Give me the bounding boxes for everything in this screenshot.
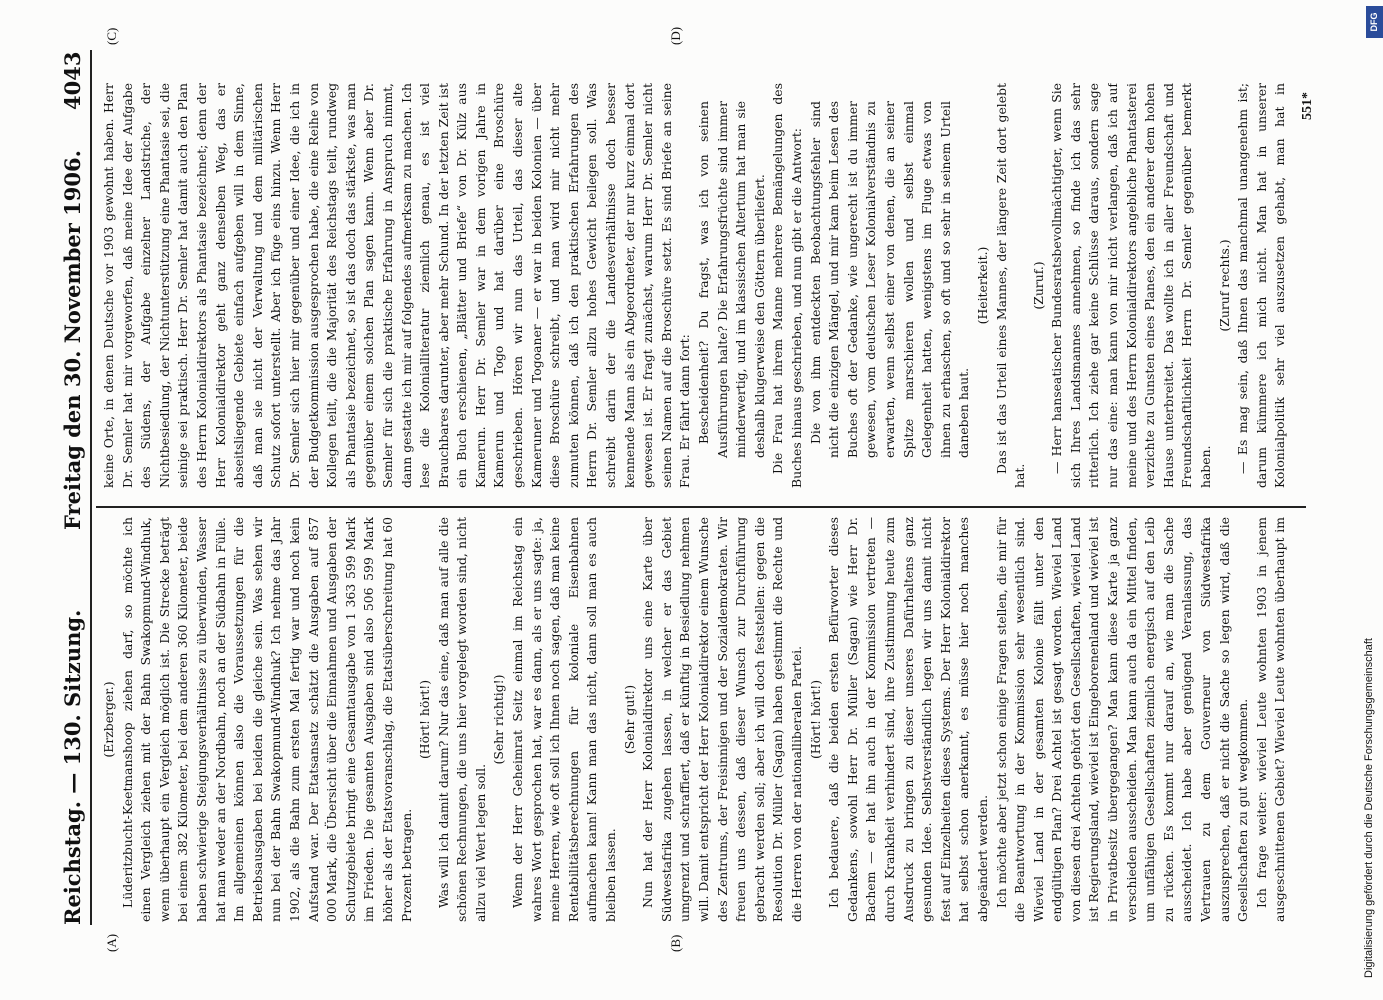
margin-letter-a: (A) xyxy=(104,933,119,952)
digitization-note: Digitalisierung gefördert durch die Deutsche Forschungsgemeinschaft xyxy=(1363,638,1375,978)
margin-letter-d: (D) xyxy=(668,26,683,45)
right-text-column xyxy=(100,83,1290,488)
dfg-logo-text: DFG xyxy=(1369,12,1379,32)
header-left: Reichstag. — 130. Sitzung. xyxy=(60,609,85,925)
column-rule xyxy=(96,506,1306,508)
paragraph: Lüderitzbucht-Keetmanshoop ziehen darf, so möchte ich einen Vergleich ziehen mit der Bahn Swakopmund-Windhuk, wenn überhaupt ein Vergleich möglich ist. Die Strecke beträgt bei einem 382 Kilometer, bei dem anderen 360 Kilometer, beide haben schwierige Steigungsverhältnisse zu überwinden, Wasser hat man weder an der Nordbahn, noch an der Südbahn in Fülle. Im allgemeinen können also die Voraussetzungen für die Betriebsausgaben bei beiden die gleiche sein. Was sehen wir nun bei der Bahn Swakopmund-Windhuk? Ich nehme das Jahr 1902, als die Bahn zum ersten Mal fertig war und noch kein Aufstand war. Der Etatsansatz schätzt die Ausgaben auf 857 000 Mark, die Übersicht über die Einnahmen und Ausgaben der Schutzgebiete bringt eine Gesamtausgabe von 1 363 599 Mark im Frieden. Die gesamten Ausgaben sind also 506 599 Mark höher als der Etatsvoranschlag, die Etatsüberschreitung hat 60 Prozent betragen. xyxy=(119,517,414,922)
header-date: Freitag den 30. November 1906. xyxy=(60,150,85,530)
paragraph: — Herr hanseatischer Bundesratsbevollmächtigter, wenn Sie sich Ihres Landsmannes annehmen, so finde ich das sehr ritterlich. Ich ziehe gar keine Schlüsse daraus, sondern sage nur das eine: man kann von mir nicht verlangen, daß ich auf meine und des Herrn Kolonialdirektors angebliche Phantasterei verzichte zu Gunsten eines Planes, den ein anderer dem hohen Hause unterbreitet. Das wollte ich in aller Freundschaft und Freundschaftlichkeit Herrn Dr. Semler gegenüber bemerkt haben. xyxy=(1049,83,1214,488)
margin-letter-b: (B) xyxy=(668,934,683,952)
digitization-side-strip xyxy=(1356,0,1383,1000)
paragraph: Die von ihm entdeckten Beobachtungsfehler sind nicht die einzigen Mängel, und mir kam beim Lesen des Buches oft der Gedanke, wie ungerecht ist du immer gewesen, vom deutschen Leser Kolonialverständnis zu erwarten, wenn selbst einer von denen, die an seiner Spitze marschieren wollen und selbst einmal Gelegenheit hatten, wenigstens im Fluge etwas von ihnen zu erhaschen, so oft und so sehr in seinem Urteil daneben haut. xyxy=(807,101,972,458)
interjection: (Zuruf rechts.) xyxy=(1216,239,1232,332)
paragraph: keine Orte, in denen Deutsche vor 1903 gewohnt haben. Herr Dr. Semler hat mir vorgeworfen, daß meine Idee der Aufgabe des Südens, der Aufgabe einzelner Landstriche, der Nichtbesiedlung, der Nichtunterstützung eine Phantasie sei, die seinige sei praktisch. Herr Dr. Semler hat damit auch den Plan des Herrn Kolonialdirektors als Phantasie bezeichnet; denn der Herr Kolonialdirektor geht ganz denselben Weg, das er abseitsliegende Gebiete einfach aufgeben will in dem Sinne, daß man sie nicht der Verwaltung und dem militärischen Schutz sofort unterstellt. Aber ich füge eins hinzu. Wenn Herr Dr. Semler sich hier mir gegenüber und einer Idee, die ich in der Budgetkommission ausgesprochen habe, die eine Reihe von Kollegen teilt, die die Majorität des Reichstags teilt, rundweg als Phantasie bezeichnet, so ist das doch das stärkste, was man gegenüber einem solchen Plan sagen kann. Wenn aber Dr. Semler für sich die praktische Erfahrung in Anspruch nimmt, dann gestatte ich mir auf folgendes aufmerksam zu machen. Ich lese die Kolonialliteratur ziemlich genau, es ist viel Brauchbares darunter, aber mehr Schund. In der letzten Zeit ist ein Buch erschienen, „Blätter und Briefe“ von Dr. Külz aus Kamerun. Herr Dr. Semler war in dem vorigen Jahre in Kamerun und Togo und hat darüber eine Broschüre geschrieben. Hören wir nun das Urteil, das dieser alte Kameruner und Togoaner — er war in beiden Kolonien — über diese Broschüre schreibt, und man wird mir nicht mehr zumuten können, daß ich den praktischen Erfahrungen des Herrn Dr. Semler allzu hohes Gewicht beilegen soll. Was schreibt darin der die Landesverhältnisse doch besser kennende Mann als ein Abgeordneter, der nur kurz einmal dort gewesen ist. Er fragt zunächst, warum Herr Dr. Semler nicht seinen Namen auf die Broschüre setzt. Es sind Briefe an seine Frau. Er fährt dann fort: xyxy=(101,83,693,488)
page-number: 4043 xyxy=(60,51,85,110)
margin-letter-c: (C) xyxy=(104,27,119,45)
header-rule xyxy=(90,50,92,925)
paragraph: Nun hat der Herr Kolonialdirektor uns eine Karte über Südwestafrika zugehen lassen, in welcher er das Gebiet umgrenzt und schraffiert, daß er künftig in Besiedlung nehmen will. Damit entspricht der Herr Kolonialdirektor einem Wunsche des Zentrums, der Freisinnigen und der Sozialdemokraten. Wir freuen uns dessen, daß dieser Wunsch zur Durchführung gebracht werden soll; aber ich will doch feststellen: gegen die Resolution Dr. Müller (Sagan) haben gestimmt die Rechte und die Herren von der nationalliberalen Partei. xyxy=(640,517,804,922)
interjection: (Heiterkeit.) xyxy=(974,246,990,325)
dfg-logo xyxy=(1366,6,1383,38)
left-text-column xyxy=(100,517,1290,922)
paragraph: Das ist das Urteil eines Mannes, der längere Zeit dort gelebt hat. xyxy=(993,83,1028,488)
paragraph: Ich möchte aber jetzt schon einige Fragen stellen, die mir für die Beantwortung in der Kommission sehr wesentlich sind. Wieviel Land in der gesamten Kolonie fällt unter den endgültigen Plan? Drei Achtel ist gesagt worden. Wieviel Land von diesen drei Achteln gehört den Gesellschaften, wieviel Land ist Regierungsland, wieviel ist Eingeborenenland und wieviel ist in Privatbesitz übergegangen? Man kann diese Karte ja ganz verschieden ausscheiden. Man kann auch da ein Mittel finden, um unfähigen Gesellschaften ziemlich energisch auf den Leib zu rücken. Es kommt nur darauf an, wie man die Sache ausscheidet. Ich habe aber genügend Veranlassung, das Vertrauen zu dem Gouverneur von Südwestafrika auszusprechen, daß er nicht die Sache so legen wird, daß die Gesellschaften zu gut wegkommen. xyxy=(993,517,1251,922)
interjection: (Sehr gut!) xyxy=(621,684,637,755)
sheet-mark: 551* xyxy=(1300,92,1315,120)
interjection: (Hört! hört!) xyxy=(807,679,823,760)
paragraph: Wenn der Herr Geheimrat Seitz einmal im Reichstag ein wahres Wort gesprochen hat, war es dann, als er uns sagte: ja, meine Herren, wie oft soll ich Ihnen noch sagen, daß man keine Rentabilitätsberechnungen für koloniale Eisenbahnen aufmachen kann! Kann man das nicht, dann soll man es auch bleiben lassen. xyxy=(510,517,619,922)
paragraph: Ich bedauere, daß die beiden ersten Befürworter dieses Gedankens, sowohl Herr Dr. Müller (Sagan) wie Herr Dr. Bachem — er hat ihn auch in der Kommission vertreten — durch Krankheit verhindert sind, ihre Zustimmung heute zum Ausdruck zu bringen zu dieser unseres Dafürhaltens ganz gesunden Idee. Selbstverständlich legen wir uns damit nicht fest auf Einzelheiten dieses Systems. Der Herr Kolonialdirektor hat selbst schon anerkannt, es müsse hier noch manches abgeändert werden. xyxy=(826,517,990,922)
paragraph: Bescheidenheit? Du fragst, was ich von seinen Ausführungen halte? Die Erfahrungsfrüchte sind immer minderwertig, und im klassischen Altertum hat man sie deshalb klugerweise den Göttern überliefert. xyxy=(696,101,767,458)
interjection: (Erzberger.) xyxy=(101,681,116,758)
interjection: (Sehr richtig!) xyxy=(491,674,507,765)
paragraph: Die Frau hat ihrem Manne mehrere Bemängelungen des Buches hinaus geschrieben, und nun gibt er die Antwort: xyxy=(770,83,804,488)
interjection: (Hört! hört!) xyxy=(417,679,433,760)
paragraph: — Es mag sein, daß Ihnen das manchmal unangenehm ist; darum kümmere ich mich nicht. Man hat in unserer Kolonialpolitik sehr viel auszusetzen gehabt, man hat in xyxy=(1235,83,1288,488)
paragraph: Was will ich damit darum? Nur das eine, daß man auf alle die schönen Rechnungen, die uns hier vorgelegt worden sind, nicht allzu viel Wert legen soll. xyxy=(435,517,488,922)
paragraph: Ich frage weiter: wieviel Leute wohnten 1903 in jenem ausgeschnittenen Gebiet? Wieviel Leute wohnten überhaupt im xyxy=(1253,517,1288,922)
interjection: (Zuruf.) xyxy=(1030,261,1046,310)
